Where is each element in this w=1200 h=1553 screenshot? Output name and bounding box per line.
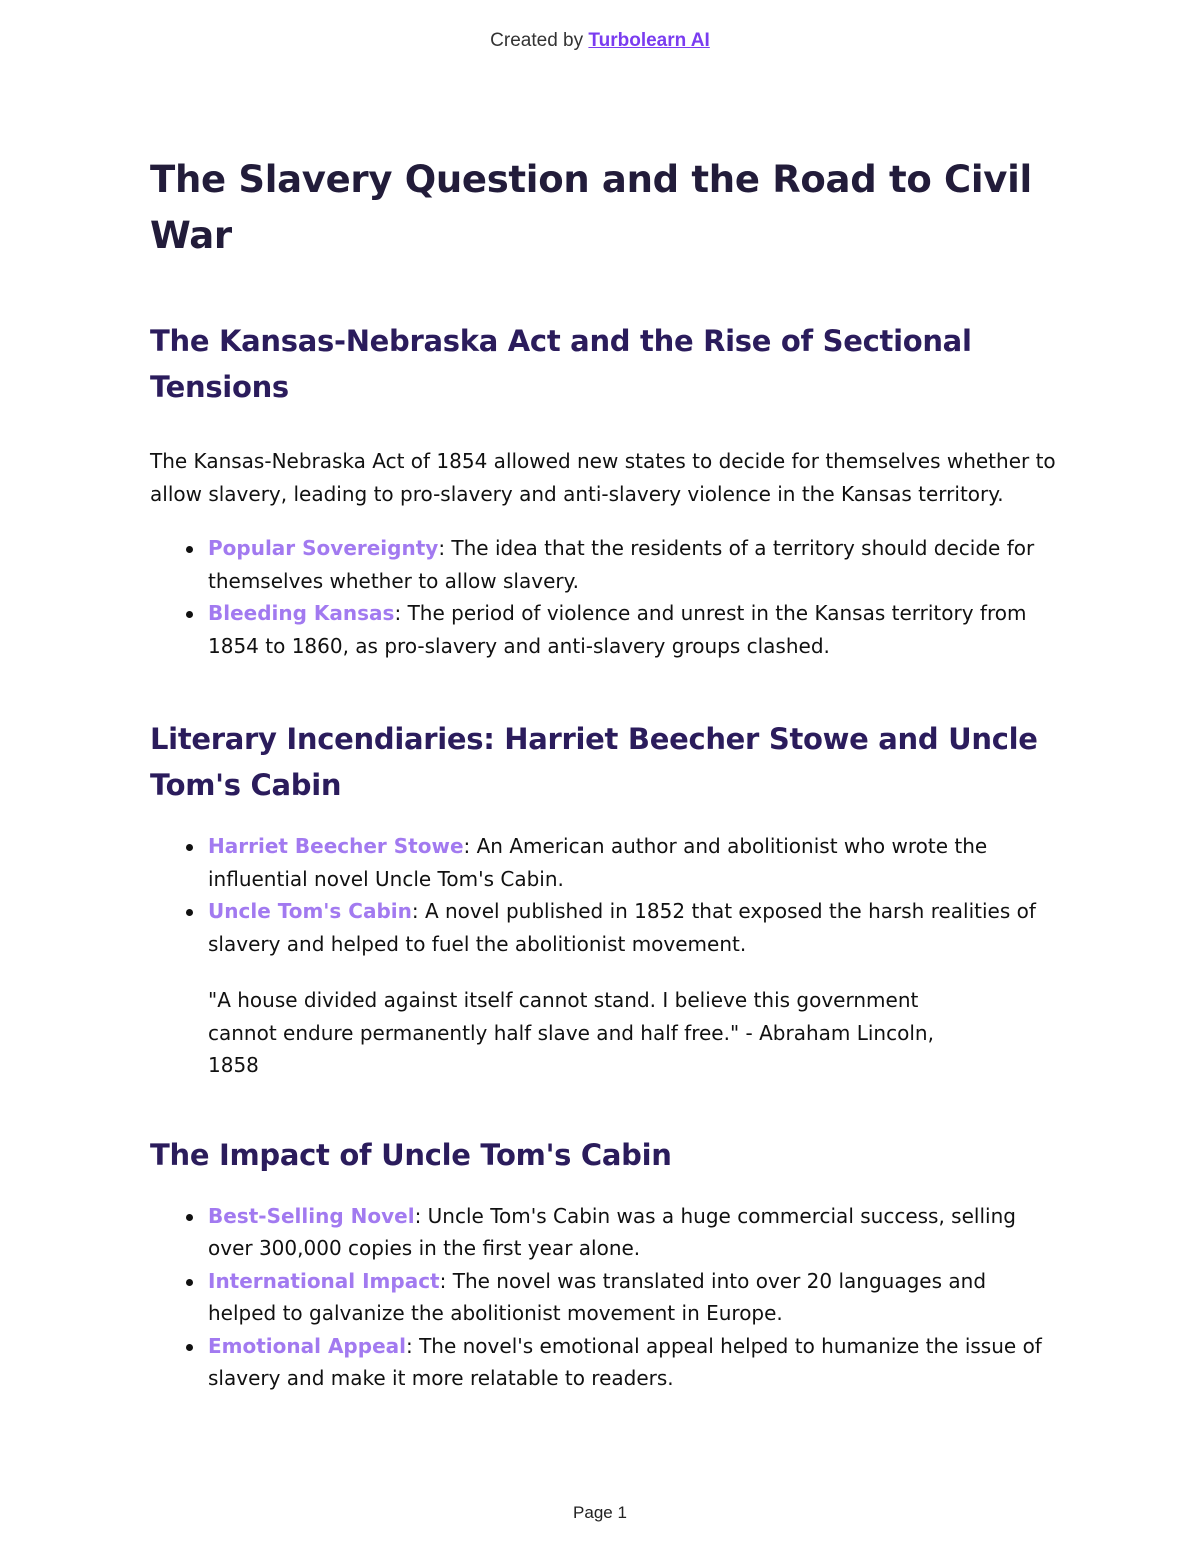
bullet-icon	[186, 1344, 193, 1351]
list-item	[208, 830, 1060, 895]
section-heading-kansas-nebraska: The Kansas-Nebraska Act and the Rise of Sectional Tensions	[150, 324, 972, 404]
list-impact	[150, 1200, 1060, 1395]
credit-prefix: Created by	[490, 30, 584, 51]
bullet-icon	[186, 844, 193, 851]
list-literary-incendiaries	[150, 830, 1060, 960]
definition-text: : The idea that the residents of a territory should decide for themselves whether to allow slavery.	[208, 536, 1035, 593]
list-item	[208, 1330, 1060, 1395]
page-number: Page 1	[573, 1503, 627, 1522]
term-uncle-toms-cabin: Uncle Tom's Cabin	[208, 899, 412, 923]
bullet-icon	[186, 611, 193, 618]
section-heading-impact: The Impact of Uncle Tom's Cabin	[150, 1137, 672, 1172]
lincoln-quote: "A house divided against itself cannot stand. I believe this government cannot endure permanently half slave and half free." - Abraham Lincoln, 1858	[208, 988, 934, 1077]
term-bleeding-kansas: Bleeding Kansas	[208, 601, 395, 625]
term-harriet-beecher-stowe: Harriet Beecher Stowe	[208, 834, 464, 858]
section-paragraph-kansas-nebraska: The Kansas-Nebraska Act of 1854 allowed new states to decide for themselves whether to allow slavery, leading to pro-slavery and anti-slavery violence in the Kansas territory.	[150, 449, 1056, 506]
definition-text: : The novel's emotional appeal helped to humanize the issue of slavery and make it more relatable to readers.	[208, 1333, 1042, 1390]
list-item	[208, 1200, 1060, 1265]
page-header-credit	[0, 30, 1200, 52]
list-kansas-nebraska	[150, 532, 1060, 662]
definition-text: : Uncle Tom's Cabin was a huge commercial success, selling over 300,000 copies in the first year alone.	[208, 1203, 1016, 1260]
document-title: The Slavery Question and the Road to Civil War	[150, 158, 1032, 257]
list-item	[208, 1265, 1060, 1330]
list-item	[208, 597, 1060, 662]
turbolearn-link[interactable]: Turbolearn AI	[588, 30, 710, 51]
list-item	[208, 895, 1060, 960]
term-popular-sovereignty: Popular Sovereignty	[208, 536, 439, 560]
document-body	[150, 152, 1060, 1395]
list-item	[208, 532, 1060, 597]
section-heading-literary-incendiaries: Literary Incendiaries: Harriet Beecher Stowe and Uncle Tom's Cabin	[150, 722, 1038, 802]
definition-text: : The period of violence and unrest in the Kansas territory from 1854 to 1860, as pro-slavery and anti-slavery groups clashed.	[208, 601, 1027, 658]
term-best-selling-novel: Best-Selling Novel	[208, 1203, 415, 1228]
term-emotional-appeal: Emotional Appeal	[208, 1333, 406, 1358]
bullet-icon	[186, 909, 193, 916]
bullet-icon	[186, 1279, 193, 1286]
definition-text: : An American author and abolitionist who wrote the influential novel Uncle Tom's Cabin.	[208, 834, 988, 891]
definition-text: : A novel published in 1852 that exposed the harsh realities of slavery and helped to fuel the abolitionist movement.	[208, 899, 1036, 956]
definition-text: : The novel was translated into over 20 languages and helped to galvanize the abolitionist movement in Europe.	[208, 1268, 987, 1325]
bullet-icon	[186, 1214, 193, 1221]
term-international-impact: International Impact	[208, 1268, 440, 1293]
bullet-icon	[186, 546, 193, 553]
